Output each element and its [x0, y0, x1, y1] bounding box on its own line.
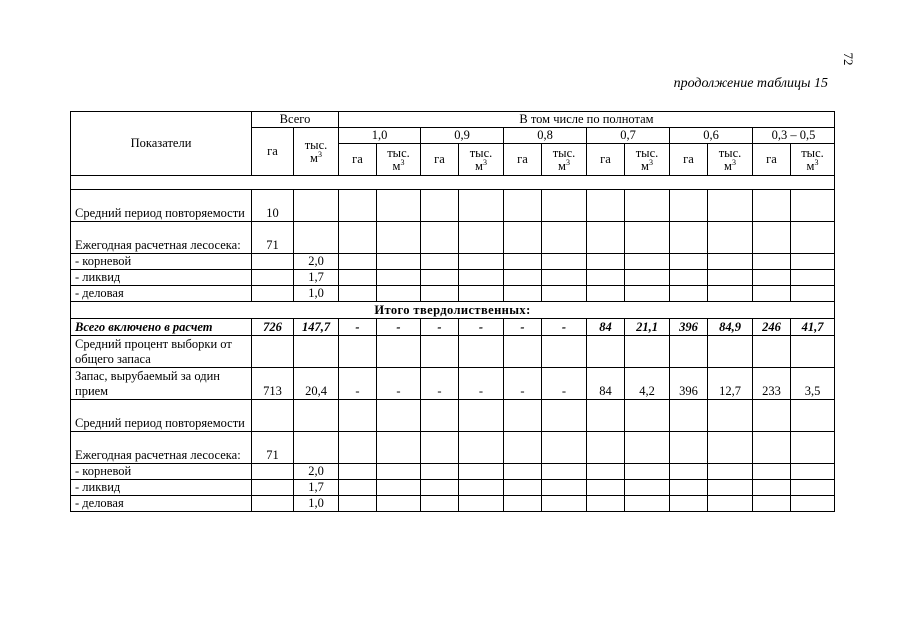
data-cell: - [459, 368, 504, 400]
data-cell [791, 496, 835, 512]
data-cell [339, 480, 377, 496]
data-cell: - [504, 368, 542, 400]
total-cell: 41,7 [791, 319, 835, 336]
cell-empty [339, 190, 377, 222]
cell-empty [377, 190, 421, 222]
header-unit-ha: га [753, 144, 791, 176]
data-cell [252, 464, 294, 480]
data-cell [377, 480, 421, 496]
cell-empty [791, 286, 835, 302]
cell-empty [504, 190, 542, 222]
data-cell [339, 496, 377, 512]
data-cell [252, 496, 294, 512]
cell-empty [421, 286, 459, 302]
total-cell: 84,9 [708, 319, 753, 336]
data-cell [753, 464, 791, 480]
data-cell [791, 464, 835, 480]
cell-empty [339, 286, 377, 302]
cell-empty [504, 254, 542, 270]
data-cell [421, 480, 459, 496]
data-cell [625, 432, 670, 464]
cell-empty [587, 254, 625, 270]
data-cell [339, 432, 377, 464]
data-cell [791, 336, 835, 368]
table-row [71, 336, 835, 368]
cell-empty [587, 190, 625, 222]
cell-total-ha: 71 [252, 222, 294, 254]
data-cell [294, 336, 339, 368]
table-row [71, 496, 835, 512]
header-density: 0,8 [504, 128, 587, 144]
cell-total-thous-m3 [294, 190, 339, 222]
cell-empty [459, 190, 504, 222]
cell-empty [753, 190, 791, 222]
row-label: - ликвид [71, 270, 252, 286]
data-cell [587, 464, 625, 480]
data-cell: 20,4 [294, 368, 339, 400]
cell-empty [791, 190, 835, 222]
data-cell: 71 [252, 432, 294, 464]
cell-empty [753, 270, 791, 286]
cell-empty [459, 222, 504, 254]
cell-empty [421, 222, 459, 254]
cell-empty [708, 286, 753, 302]
data-cell [504, 464, 542, 480]
cell-total-thous-m3: 2,0 [294, 254, 339, 270]
total-cell: 396 [670, 319, 708, 336]
cell-empty [421, 190, 459, 222]
total-cell: 246 [753, 319, 791, 336]
data-cell [625, 400, 670, 432]
cell-empty [791, 270, 835, 286]
row-label: - корневой [71, 254, 252, 270]
header-unit-thous-m3: тыс. $м^3$ [625, 144, 670, 176]
cell-empty [542, 254, 587, 270]
cell-empty [625, 254, 670, 270]
cell-empty [339, 270, 377, 286]
header-indicators: Показатели [71, 112, 252, 176]
table-row [71, 286, 835, 302]
data-cell [625, 464, 670, 480]
cell-total-thous-m3 [294, 222, 339, 254]
data-cell [670, 464, 708, 480]
header-unit-thous-m3: тыс. $м^3$ [459, 144, 504, 176]
table-row [71, 464, 835, 480]
data-cell [504, 336, 542, 368]
cell-empty [708, 254, 753, 270]
data-cell [670, 336, 708, 368]
data-cell [753, 432, 791, 464]
data-cell: 713 [252, 368, 294, 400]
cell-empty [791, 222, 835, 254]
spacer-row [71, 176, 835, 190]
data-cell: 4,2 [625, 368, 670, 400]
section-title: Итого твердолиственных: [71, 302, 835, 319]
data-cell [542, 336, 587, 368]
data-cell [753, 480, 791, 496]
data-cell [252, 400, 294, 432]
data-cell [708, 432, 753, 464]
cell-empty [504, 270, 542, 286]
cell-total-ha [252, 270, 294, 286]
header-unit-ha: га [670, 144, 708, 176]
data-cell: - [421, 368, 459, 400]
cell-empty [459, 286, 504, 302]
row-label: - деловая [71, 286, 252, 302]
data-cell [504, 400, 542, 432]
data-cell [587, 400, 625, 432]
data-cell [252, 480, 294, 496]
row-label: - ликвид [71, 480, 252, 496]
table-row [71, 480, 835, 496]
data-cell [459, 496, 504, 512]
cell-empty [753, 254, 791, 270]
total-cell: - [377, 319, 421, 336]
header-total: Всего [252, 112, 339, 128]
cell-empty [542, 190, 587, 222]
data-cell [459, 464, 504, 480]
data-cell: 396 [670, 368, 708, 400]
header-by-density: В том числе по полнотам [339, 112, 835, 128]
data-cell [377, 496, 421, 512]
row-label: Ежегодная расчетная лесосека: [71, 222, 252, 254]
table-row [71, 400, 835, 432]
cell-empty [670, 254, 708, 270]
cell-empty [753, 222, 791, 254]
data-cell: 3,5 [791, 368, 835, 400]
cell-empty [670, 222, 708, 254]
cell-empty [459, 270, 504, 286]
data-cell [542, 496, 587, 512]
data-cell: 2,0 [294, 464, 339, 480]
data-cell [753, 496, 791, 512]
data-cell [670, 480, 708, 496]
data-cell [339, 336, 377, 368]
total-cell: 21,1 [625, 319, 670, 336]
data-table [70, 111, 835, 512]
cell-empty [339, 254, 377, 270]
row-label: Средний период повторяемости [71, 400, 252, 432]
header-unit-thous-m3: тыс. $м^3$ [708, 144, 753, 176]
data-cell [542, 400, 587, 432]
data-cell [421, 432, 459, 464]
data-cell [294, 432, 339, 464]
data-cell [252, 336, 294, 368]
cell-empty [542, 270, 587, 286]
cell-empty [670, 190, 708, 222]
page-number: 72 [841, 52, 856, 66]
data-cell [753, 336, 791, 368]
data-cell [791, 432, 835, 464]
cell-empty [587, 286, 625, 302]
data-cell: 1,0 [294, 496, 339, 512]
cell-empty [459, 254, 504, 270]
row-label: - деловая [71, 496, 252, 512]
total-cell: 726 [252, 319, 294, 336]
data-cell [791, 480, 835, 496]
header-total-thous-m3: тыс. $м^3$ [294, 128, 339, 176]
data-cell [459, 400, 504, 432]
cell-empty [708, 222, 753, 254]
total-row-label: Всего включено в расчет [71, 319, 252, 336]
data-cell [708, 464, 753, 480]
cell-empty [791, 254, 835, 270]
data-cell [542, 480, 587, 496]
cell-empty [504, 222, 542, 254]
data-cell [542, 432, 587, 464]
data-cell [753, 400, 791, 432]
table-continuation-caption: продолжение таблицы 15 [673, 76, 828, 91]
data-cell [625, 336, 670, 368]
data-cell [587, 480, 625, 496]
cell-empty [504, 286, 542, 302]
data-cell [421, 336, 459, 368]
cell-total-thous-m3: 1,7 [294, 270, 339, 286]
header-density: 0,7 [587, 128, 670, 144]
total-cell: - [459, 319, 504, 336]
data-cell: 1,7 [294, 480, 339, 496]
data-cell [421, 496, 459, 512]
cell-empty [625, 222, 670, 254]
bottom-rows [71, 336, 835, 512]
data-cell: - [542, 368, 587, 400]
cell-empty [339, 222, 377, 254]
header-unit-ha: га [421, 144, 459, 176]
data-cell [294, 400, 339, 432]
cell-empty [421, 254, 459, 270]
header-unit-thous-m3: тыс. $м^3$ [542, 144, 587, 176]
table-row [71, 190, 835, 222]
data-cell [377, 400, 421, 432]
cell-empty [625, 286, 670, 302]
table-header [71, 112, 835, 190]
cell-total-ha [252, 254, 294, 270]
cell-empty [377, 222, 421, 254]
row-label: Средний период повторяемости [71, 190, 252, 222]
total-cell: - [504, 319, 542, 336]
cell-empty [587, 222, 625, 254]
data-cell: - [339, 368, 377, 400]
cell-total-ha: 10 [252, 190, 294, 222]
cell-empty [377, 270, 421, 286]
header-density: 1,0 [339, 128, 421, 144]
data-cell [625, 496, 670, 512]
header-unit-ha: га [339, 144, 377, 176]
data-cell: 12,7 [708, 368, 753, 400]
row-label: Запас, вырубаемый за один прием [71, 368, 252, 400]
data-cell [504, 480, 542, 496]
data-cell [459, 480, 504, 496]
data-cell [708, 496, 753, 512]
total-cell: - [542, 319, 587, 336]
table-row [71, 270, 835, 286]
data-cell [377, 432, 421, 464]
cell-empty [377, 254, 421, 270]
data-cell [708, 400, 753, 432]
data-cell [504, 432, 542, 464]
table-row [71, 368, 835, 400]
total-cell: - [339, 319, 377, 336]
data-cell [708, 480, 753, 496]
cell-empty [625, 270, 670, 286]
cell-empty [377, 286, 421, 302]
data-cell: 233 [753, 368, 791, 400]
data-cell: - [377, 368, 421, 400]
total-row [71, 319, 835, 336]
cell-total-thous-m3: 1,0 [294, 286, 339, 302]
cell-empty [708, 190, 753, 222]
cell-empty [542, 222, 587, 254]
data-cell [542, 464, 587, 480]
data-cell [377, 464, 421, 480]
cell-empty [625, 190, 670, 222]
row-label: - корневой [71, 464, 252, 480]
data-cell [587, 336, 625, 368]
total-cell: 147,7 [294, 319, 339, 336]
cell-total-ha [252, 286, 294, 302]
cell-empty [670, 286, 708, 302]
header-density: 0,9 [421, 128, 504, 144]
header-density: 0,3 – 0,5 [753, 128, 835, 144]
data-cell [587, 432, 625, 464]
table-row [71, 432, 835, 464]
data-cell [339, 400, 377, 432]
table-row [71, 222, 835, 254]
data-cell [459, 432, 504, 464]
data-cell [459, 336, 504, 368]
row-label: Средний процент выборки от общего запаса [71, 336, 252, 368]
cell-empty [542, 286, 587, 302]
row-label: Ежегодная расчетная лесосека: [71, 432, 252, 464]
data-cell [587, 496, 625, 512]
cell-empty [753, 286, 791, 302]
header-unit-thous-m3: тыс. $м^3$ [377, 144, 421, 176]
data-cell [791, 400, 835, 432]
data-cell [339, 464, 377, 480]
data-cell: 84 [587, 368, 625, 400]
header-unit-ha: га [504, 144, 542, 176]
top-rows [71, 190, 835, 302]
data-cell [670, 496, 708, 512]
data-cell [504, 496, 542, 512]
data-cell [625, 480, 670, 496]
cell-empty [421, 270, 459, 286]
data-cell [670, 432, 708, 464]
spacer-cell [71, 176, 835, 190]
data-cell [708, 336, 753, 368]
table-row [71, 254, 835, 270]
total-cell: 84 [587, 319, 625, 336]
cell-empty [670, 270, 708, 286]
data-cell [421, 400, 459, 432]
cell-empty [587, 270, 625, 286]
data-cell [670, 400, 708, 432]
header-density: 0,6 [670, 128, 753, 144]
data-cell [377, 336, 421, 368]
data-cell [421, 464, 459, 480]
header-total-ha: га [252, 128, 294, 176]
cell-empty [708, 270, 753, 286]
total-cell: - [421, 319, 459, 336]
header-unit-thous-m3: тыс. $м^3$ [791, 144, 835, 176]
header-unit-ha: га [587, 144, 625, 176]
